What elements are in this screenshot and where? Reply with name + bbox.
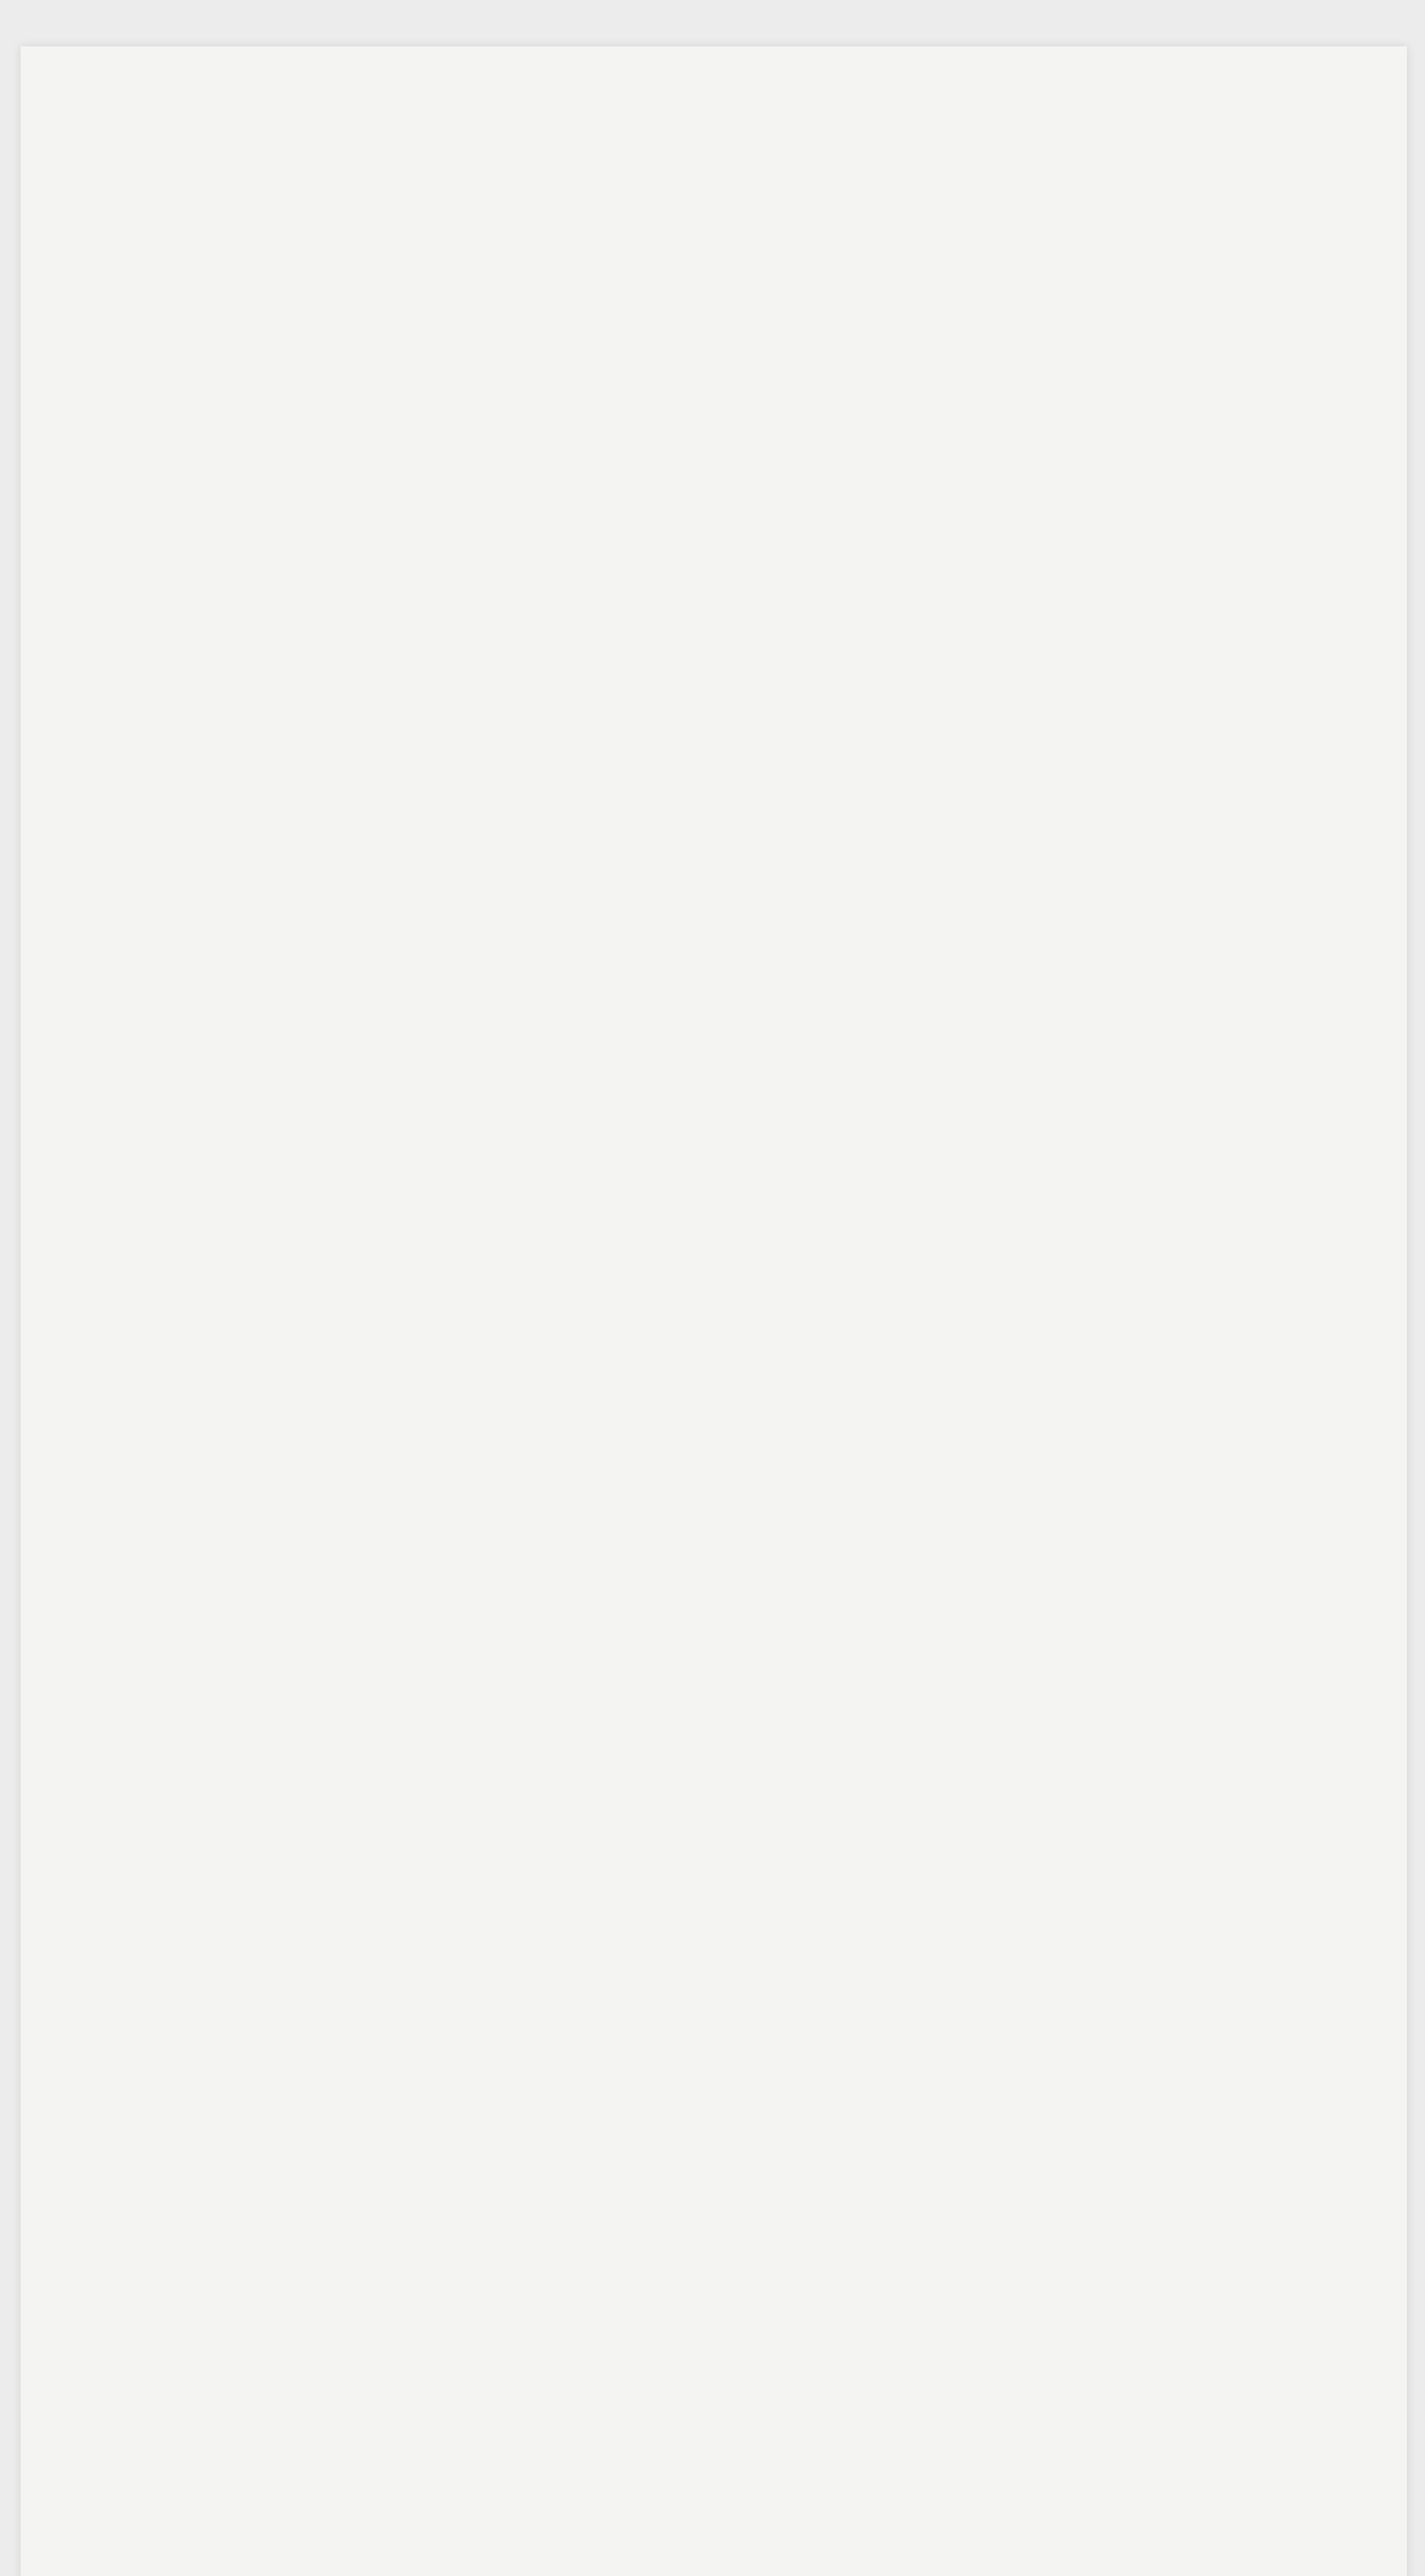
document-content xyxy=(70,95,1404,130)
document-page xyxy=(21,46,1407,2576)
